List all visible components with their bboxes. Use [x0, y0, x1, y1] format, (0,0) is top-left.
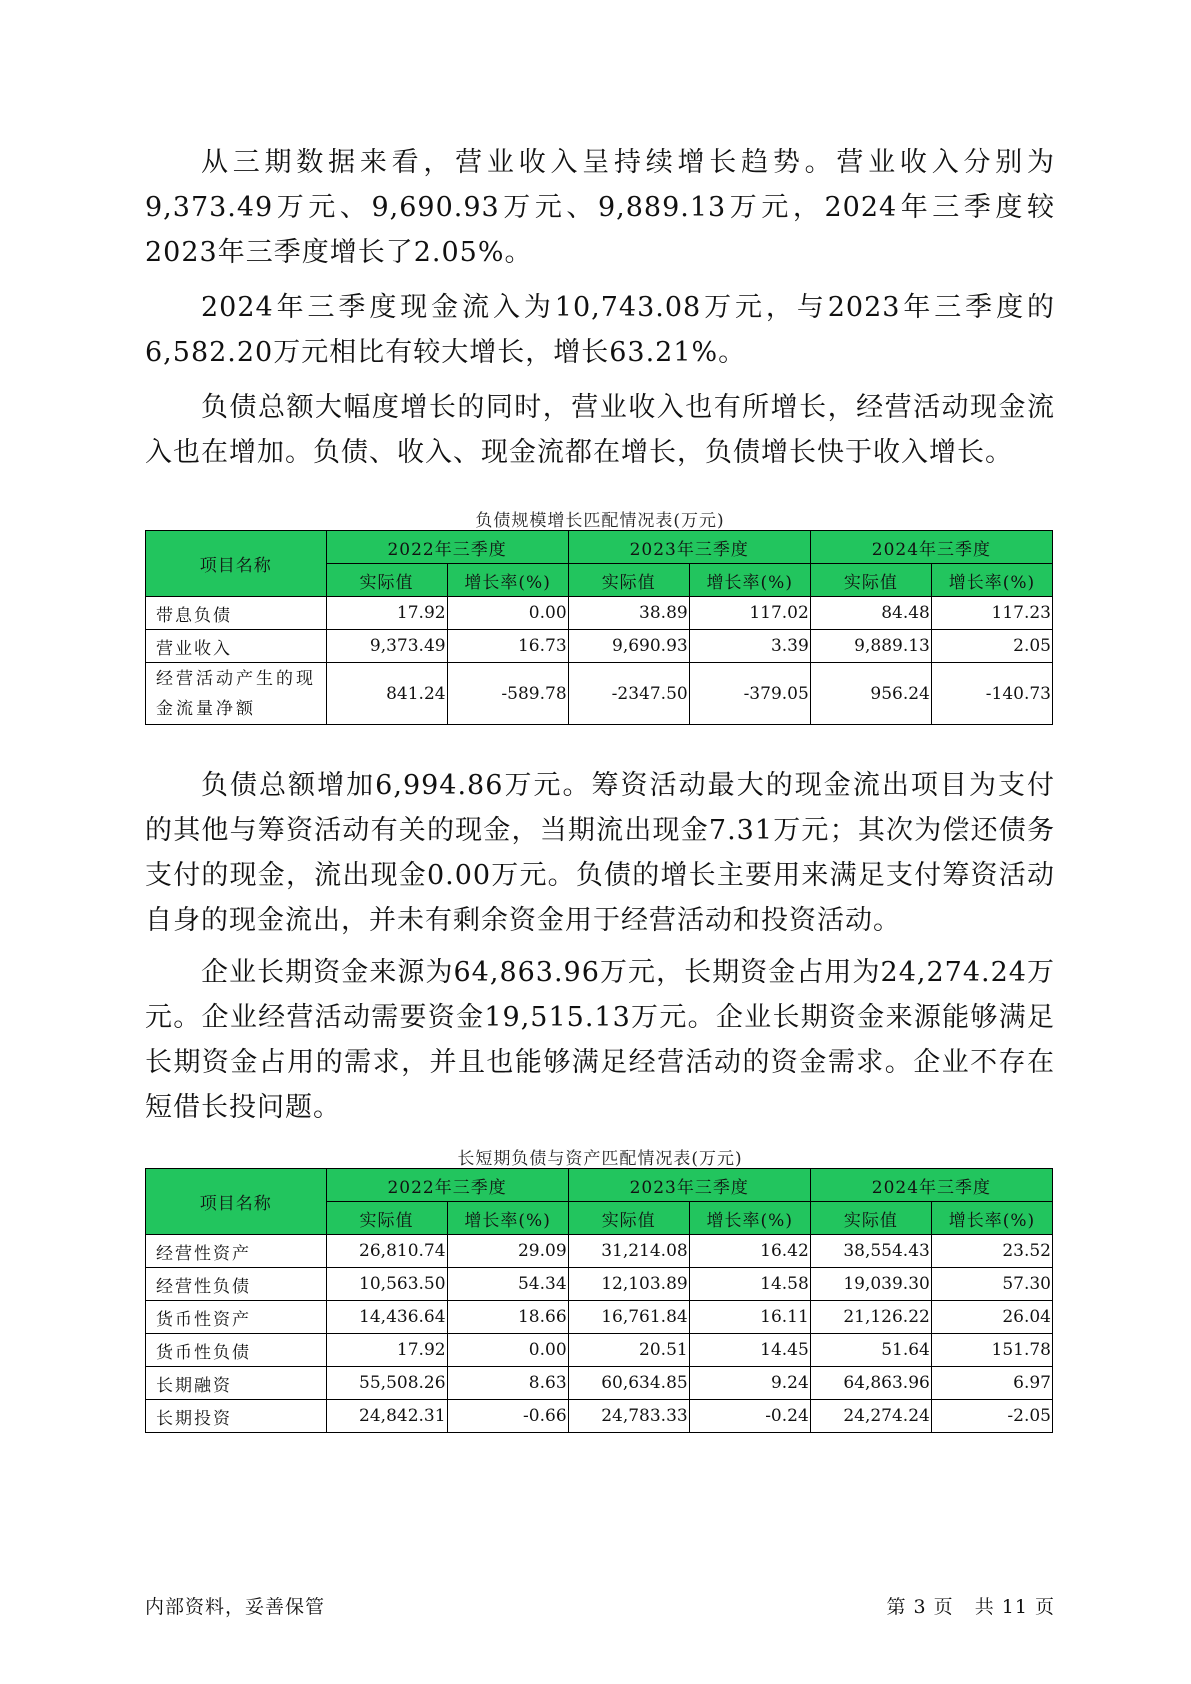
table-row: [146, 1301, 1053, 1334]
header-actual: 实际值: [326, 1202, 447, 1235]
header-growth: 增长率(%): [447, 1202, 568, 1235]
header-actual: 实际值: [326, 564, 447, 597]
paragraph-financing-outflow: 负债总额增加6,994.86万元。筹资活动最大的现金流出项目为支付的其他与筹资活动有关的现金，当期流出现金7.31万元；其次为偿还债务支付的现金，流出现金0.00万元。负债的增长主要用来满足支付筹资活动自身的现金流出，并未有剩余资金用于经营活动和投资活动。: [145, 770, 1055, 936]
cell-value: 55,508.26: [326, 1367, 447, 1400]
cell-value: 14.58: [689, 1268, 810, 1301]
cell-value: 31,214.08: [568, 1235, 689, 1268]
cell-value: 17.92: [326, 1334, 447, 1367]
asset-liability-match-table: [145, 1168, 1053, 1433]
cell-value: 841.24: [326, 663, 447, 725]
cell-value: 2.05: [931, 630, 1052, 663]
header-period-2023: 2023年三季度: [568, 1169, 810, 1202]
cell-value: 20.51: [568, 1334, 689, 1367]
cell-value: 117.02: [689, 597, 810, 630]
cell-value: 16.73: [447, 630, 568, 663]
cell-value: -0.24: [689, 1400, 810, 1433]
header-period-2022: 2022年三季度: [326, 531, 568, 564]
cell-value: 38,554.43: [810, 1235, 931, 1268]
cell-value: 10,563.50: [326, 1268, 447, 1301]
liability-growth-table: [145, 530, 1053, 725]
cell-value: 21,126.22: [810, 1301, 931, 1334]
paragraph-revenue-trend: 从三期数据来看，营业收入呈持续增长趋势。营业收入分别为9,373.49万元、9,690.93万元、9,889.13万元，2024年三季度较2023年三季度增长了2.05%。: [145, 147, 1055, 268]
row-label: 长期投资: [146, 1400, 327, 1433]
header-growth: 增长率(%): [931, 564, 1052, 597]
cell-value: 84.48: [810, 597, 931, 630]
table1-caption: 负债规模增长匹配情况表(万元): [475, 511, 725, 531]
row-label: 货币性负债: [146, 1334, 327, 1367]
cell-value: -140.73: [931, 663, 1052, 725]
paragraph-cash-inflow: 2024年三季度现金流入为10,743.08万元，与2023年三季度的6,582.20万元相比有较大增长，增长63.21%。: [145, 292, 1055, 368]
header-item-name: 项目名称: [146, 531, 327, 597]
cell-value: 26.04: [931, 1301, 1052, 1334]
cell-value: 0.00: [447, 597, 568, 630]
header-period-2023: 2023年三季度: [568, 531, 810, 564]
cell-value: -589.78: [447, 663, 568, 725]
header-period-2022: 2022年三季度: [326, 1169, 568, 1202]
header-period-2024: 2024年三季度: [810, 531, 1052, 564]
table-row: [146, 630, 1053, 663]
cell-value: 9,373.49: [326, 630, 447, 663]
cell-value: 956.24: [810, 663, 931, 725]
cell-value: 24,274.24: [810, 1400, 931, 1433]
cell-value: 8.63: [447, 1367, 568, 1400]
table-row: [146, 1367, 1053, 1400]
table-row: [146, 1400, 1053, 1433]
table-row: [146, 663, 1053, 725]
row-label: 经营性资产: [146, 1235, 327, 1268]
paragraph-long-term-funding: 企业长期资金来源为64,863.96万元，长期资金占用为24,274.24万元。企业经营活动需要资金19,515.13万元。企业长期资金来源能够满足长期资金占用的需求，并且也能够满足经营活动的资金需求。企业不存在短借长投问题。: [145, 957, 1055, 1123]
cell-value: 3.39: [689, 630, 810, 663]
row-label: 货币性资产: [146, 1301, 327, 1334]
row-label-line2: 金流量净额: [156, 698, 256, 719]
cell-value: 9.24: [689, 1367, 810, 1400]
header-actual: 实际值: [568, 1202, 689, 1235]
cell-value: 38.89: [568, 597, 689, 630]
cell-value: 12,103.89: [568, 1268, 689, 1301]
cell-value: 151.78: [931, 1334, 1052, 1367]
table2-caption: 长短期负债与资产匹配情况表(万元): [457, 1149, 743, 1169]
cell-value: 6.97: [931, 1367, 1052, 1400]
row-label-line1: 经营活动产生的现: [156, 668, 316, 689]
cell-value: 9,690.93: [568, 630, 689, 663]
cell-value: 23.52: [931, 1235, 1052, 1268]
cell-value: -2.05: [931, 1400, 1052, 1433]
header-actual: 实际值: [810, 1202, 931, 1235]
row-label: 经营性负债: [146, 1268, 327, 1301]
table-row: [146, 1235, 1053, 1268]
cell-value: 9,889.13: [810, 630, 931, 663]
cell-value: -2347.50: [568, 663, 689, 725]
cell-value: 16,761.84: [568, 1301, 689, 1334]
table-row: [146, 1268, 1053, 1301]
row-label: [146, 663, 327, 725]
header-growth: 增长率(%): [689, 564, 810, 597]
cell-value: 54.34: [447, 1268, 568, 1301]
cell-value: 16.42: [689, 1235, 810, 1268]
header-period-2024: 2024年三季度: [810, 1169, 1052, 1202]
paragraph-liability-growth: 负债总额大幅度增长的同时，营业收入也有所增长，经营活动现金流入也在增加。负债、收入、现金流都在增长，负债增长快于收入增长。: [145, 392, 1055, 468]
cell-value: 17.92: [326, 597, 447, 630]
cell-value: 19,039.30: [810, 1268, 931, 1301]
cell-value: 57.30: [931, 1268, 1052, 1301]
cell-value: 51.64: [810, 1334, 931, 1367]
cell-value: 18.66: [447, 1301, 568, 1334]
row-label: 长期融资: [146, 1367, 327, 1400]
cell-value: 0.00: [447, 1334, 568, 1367]
footer-page-number: 第 3 页 共 11 页: [886, 1596, 1055, 1618]
row-label: 带息负债: [146, 597, 327, 630]
header-growth: 增长率(%): [931, 1202, 1052, 1235]
cell-value: 64,863.96: [810, 1367, 931, 1400]
cell-value: 117.23: [931, 597, 1052, 630]
table-row: [146, 1334, 1053, 1367]
cell-value: 60,634.85: [568, 1367, 689, 1400]
footer-confidential-note: 内部资料，妥善保管: [145, 1596, 326, 1618]
cell-value: 24,842.31: [326, 1400, 447, 1433]
cell-value: -0.66: [447, 1400, 568, 1433]
cell-value: -379.05: [689, 663, 810, 725]
table-row: [146, 597, 1053, 630]
header-growth: 增长率(%): [689, 1202, 810, 1235]
cell-value: 16.11: [689, 1301, 810, 1334]
cell-value: 24,783.33: [568, 1400, 689, 1433]
header-growth: 增长率(%): [447, 564, 568, 597]
header-actual: 实际值: [568, 564, 689, 597]
cell-value: 14,436.64: [326, 1301, 447, 1334]
header-actual: 实际值: [810, 564, 931, 597]
cell-value: 14.45: [689, 1334, 810, 1367]
cell-value: 29.09: [447, 1235, 568, 1268]
cell-value: 26,810.74: [326, 1235, 447, 1268]
header-item-name: 项目名称: [146, 1169, 327, 1235]
row-label: 营业收入: [146, 630, 327, 663]
